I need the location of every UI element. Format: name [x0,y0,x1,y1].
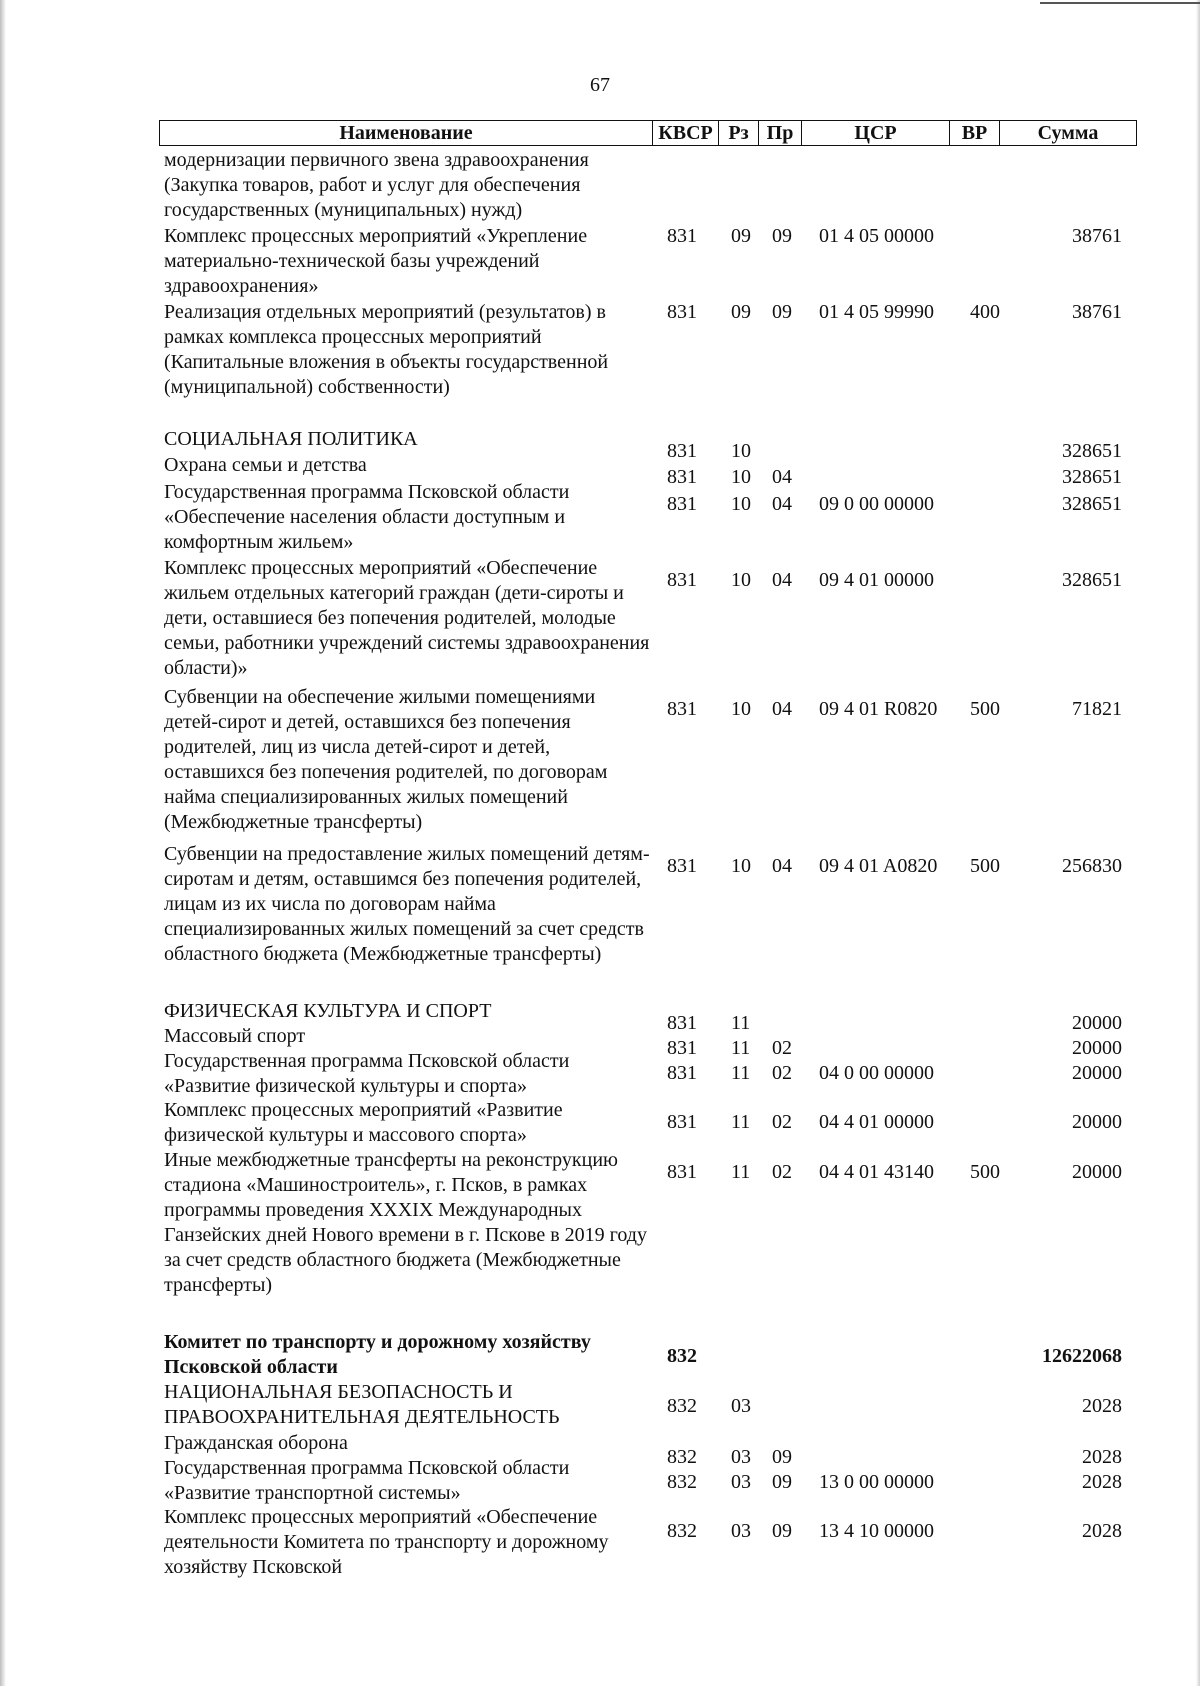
row-pr: 09 [772,1520,792,1542]
row-sum: 20000 [1072,1161,1122,1183]
row-rz: 10 [731,855,751,877]
row-name: Государственная программа Псковской области «Обеспечение населения области доступным и комфортным жильем» [164,481,570,553]
row-vr: 500 [970,1161,1000,1183]
row-name: Субвенции на предоставление жилых помещений детям-сиротам и детям, оставшимся без попечения родителей, лицам из их числа по договорам найма специализированных жилых помещений за счет средств областного бюджета (Межбюджетные трансферты) [164,843,650,965]
row-sum: 20000 [1072,1062,1122,1084]
row-rz: 11 [731,1012,751,1034]
row-name: Государственная программа Псковской области «Развитие физической культуры и спорта» [164,1050,570,1097]
row-rz: 09 [731,301,751,323]
row-rz: 11 [731,1161,751,1183]
row-csr: 04 4 01 43140 [819,1161,934,1183]
row-sum: 2028 [1082,1446,1122,1468]
row-sum: 328651 [1062,440,1122,462]
row-csr: 09 4 01 R0820 [819,698,938,720]
row-pr: 02 [772,1161,792,1183]
page-number: 67 [590,74,610,96]
header-pr: Пр [758,121,801,145]
row-csr: 01 4 05 99990 [819,301,934,323]
row-kvsr: 831 [667,440,697,462]
row-rz: 09 [731,225,751,247]
row-rz: 10 [731,440,751,462]
row-pr: 09 [772,1471,792,1493]
row-pr: 09 [772,225,792,247]
row-kvsr: 831 [667,1062,697,1084]
row-sum: 71821 [1072,698,1122,720]
row-kvsr: 831 [667,301,697,323]
row-pr: 04 [772,466,792,488]
scan-edge-right [1196,0,1200,1686]
row-name: Государственная программа Псковской области «Развитие транспортной системы» [164,1457,570,1504]
row-kvsr: 832 [667,1446,697,1468]
row-sum: 2028 [1082,1471,1122,1493]
row-name: модернизации первичного звена здравоохранения (Закупка товаров, работ и услуг для обеспечения государственных (муниципальных) нужд) [164,149,589,221]
header-sum: Сумма [999,121,1136,145]
row-csr: 01 4 05 00000 [819,225,934,247]
header-rz: Рз [718,121,758,145]
header-vr: ВР [949,121,999,145]
row-csr: 13 4 10 00000 [819,1520,934,1542]
row-rz: 10 [731,569,751,591]
row-pr: 02 [772,1037,792,1059]
row-name: Комплекс процессных мероприятий «Укрепление материально-технической базы учреждений здравоохранения» [164,225,588,297]
row-kvsr: 831 [667,569,697,591]
row-kvsr: 831 [667,855,697,877]
row-name: Массовый спорт [164,1025,306,1047]
row-kvsr: 831 [667,466,697,488]
row-name: Субвенции на обеспечение жилыми помещениями детей-сирот и детей, оставшихся без попечения родителей, лиц из числа детей-сирот и детей, оставшихся без попечения родителей, по договорам найма специализированных жилых помещений (Межбюджетные трансферты) [164,686,608,833]
row-kvsr: 831 [667,1012,697,1034]
header-csr: ЦСР [801,121,949,145]
row-pr: 04 [772,855,792,877]
row-vr: 500 [970,698,1000,720]
row-name: Гражданская оборона [164,1432,348,1454]
row-vr: 500 [970,855,1000,877]
row-rz: 10 [731,698,751,720]
row-kvsr: 831 [667,1161,697,1183]
row-kvsr: 831 [667,225,697,247]
row-csr: 04 0 00 00000 [819,1062,934,1084]
row-csr: 09 4 01 00000 [819,569,934,591]
row-pr: 09 [772,301,792,323]
row-kvsr: 832 [667,1520,697,1542]
row-sum: 328651 [1062,493,1122,515]
row-sum: 256830 [1062,855,1122,877]
row-kvsr: 831 [667,1111,697,1133]
row-pr: 04 [772,493,792,515]
row-sum: 20000 [1072,1037,1122,1059]
row-sum: 328651 [1062,466,1122,488]
row-sum: 12622068 [1042,1345,1122,1367]
row-rz: 03 [731,1520,751,1542]
row-name: НАЦИОНАЛЬНАЯ БЕЗОПАСНОСТЬ И ПРАВООХРАНИТЕЛЬНАЯ ДЕЯТЕЛЬНОСТЬ [164,1381,560,1428]
row-rz: 10 [731,493,751,515]
row-rz: 11 [731,1111,751,1133]
row-sum: 38761 [1072,225,1122,247]
row-csr: 04 4 01 00000 [819,1111,934,1133]
row-kvsr: 831 [667,698,697,720]
row-name: ФИЗИЧЕСКАЯ КУЛЬТУРА И СПОРТ [164,1000,492,1022]
row-pr: 09 [772,1446,792,1468]
scan-edge-left [0,0,6,1686]
row-name: Иные межбюджетные трансферты на реконструкцию стадиона «Машиностроитель», г. Псков, в рамках программы проведения XXXIX Международных Ганзейских дней Нового времени в г. Пскове в 2019 году за счет средств областного бюджета (Межбюджетные трансферты) [164,1149,647,1296]
row-pr: 02 [772,1062,792,1084]
row-rz: 11 [731,1062,751,1084]
header-kvsr: КВСР [652,121,718,145]
row-rz: 11 [731,1037,751,1059]
row-kvsr: 832 [667,1471,697,1493]
row-csr: 09 0 00 00000 [819,493,934,515]
row-kvsr: 831 [667,1037,697,1059]
row-kvsr: 831 [667,493,697,515]
row-sum: 328651 [1062,569,1122,591]
row-name: СОЦИАЛЬНАЯ ПОЛИТИКА [164,428,418,450]
row-rz: 03 [731,1471,751,1493]
header-name: Наименование [339,122,473,144]
row-rz: 03 [731,1395,751,1417]
row-name: Комплекс процессных мероприятий «Обеспечение жильем отдельных категорий граждан (дети-сироты и дети, оставшиеся без попечения родителей, молодые семьи, работники учреждений системы здравоохранения области)» [164,557,650,679]
row-rz: 10 [731,466,751,488]
row-name: Охрана семьи и детства [164,454,367,476]
row-kvsr: 832 [667,1395,697,1417]
row-pr: 04 [772,569,792,591]
table-header [159,120,1137,146]
row-name: Комплекс процессных мероприятий «Обеспечение деятельности Комитета по транспорту и дорожному хозяйству Псковской [164,1506,609,1578]
row-csr: 09 4 01 A0820 [819,855,938,877]
row-pr: 02 [772,1111,792,1133]
row-name: Комплекс процессных мероприятий «Развитие физической культуры и массового спорта» [164,1099,563,1146]
row-csr: 13 0 00 00000 [819,1471,934,1493]
row-name: Комитет по транспорту и дорожному хозяйству Псковской области [164,1331,591,1378]
row-sum: 2028 [1082,1395,1122,1417]
row-pr: 04 [772,698,792,720]
row-sum: 20000 [1072,1111,1122,1133]
row-sum: 2028 [1082,1520,1122,1542]
row-sum: 38761 [1072,301,1122,323]
row-vr: 400 [970,301,1000,323]
row-kvsr: 832 [667,1345,697,1367]
scan-mark-top-right [1040,2,1200,4]
row-sum: 20000 [1072,1012,1122,1034]
row-name: Реализация отдельных мероприятий (результатов) в рамках комплекса процессных мероприятий (Капитальные вложения в объекты государственной (муниципальной) собственности) [164,301,609,398]
row-rz: 03 [731,1446,751,1468]
